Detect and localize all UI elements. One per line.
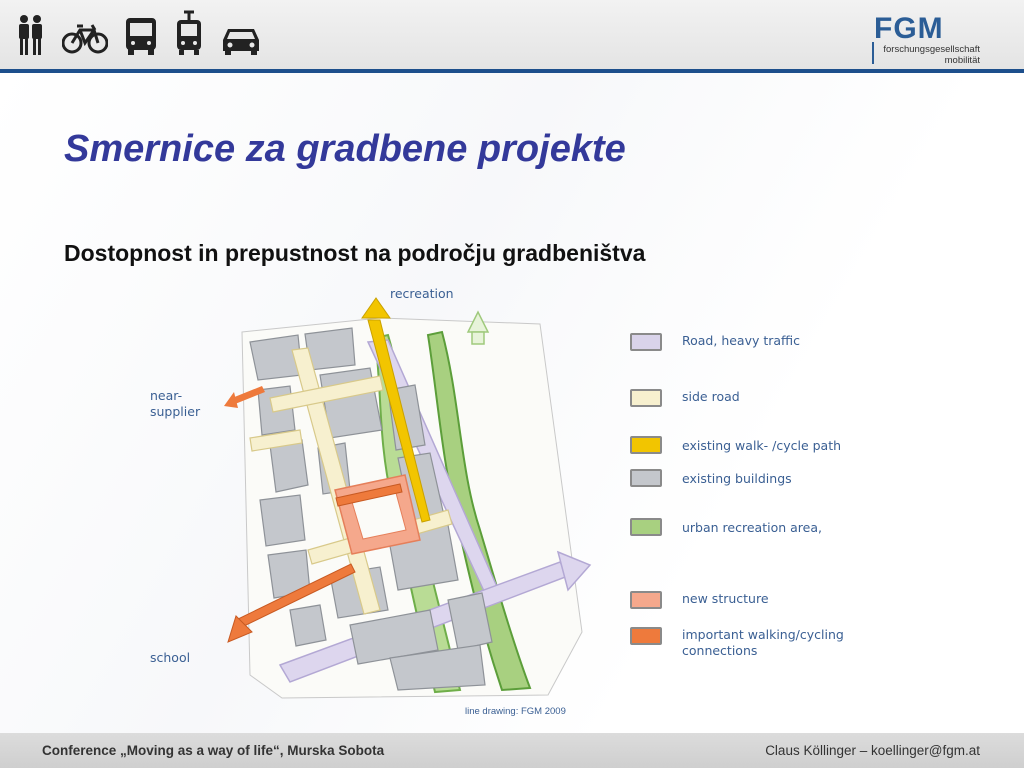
- legend-label: new structure: [682, 591, 769, 606]
- legend-item-heavy-traffic-road: [630, 333, 870, 373]
- legend-item-new-structure: [630, 591, 870, 631]
- diagram-credit: line drawing: FGM 2009: [465, 706, 566, 717]
- label-near-supplier-line2: supplier: [150, 404, 201, 419]
- legend-swatch: [630, 591, 662, 609]
- walk-cycle-path-arrow: [362, 298, 390, 318]
- bus-icon: [124, 16, 158, 56]
- legend-label: existing walk- /cycle path: [682, 438, 842, 453]
- legend-label: urban recreation area,: [682, 520, 822, 535]
- site-plan-diagram: [130, 280, 610, 725]
- site-plan-drawing: [130, 280, 610, 725]
- fgm-logo: [872, 14, 984, 64]
- logo-text-line1: forschungsgesellschaft: [883, 44, 980, 55]
- legend-item-important-connections: [630, 627, 870, 667]
- legend-item-urban-recreation-area: [630, 518, 870, 558]
- logo-mark: FGM: [874, 12, 944, 45]
- legend-swatch: [630, 436, 662, 454]
- legend-label: existing buildings: [682, 471, 792, 486]
- legend-swatch: [630, 469, 662, 487]
- slide-footer: [0, 733, 1024, 768]
- legend-swatch: [630, 627, 662, 645]
- legend-swatch: [630, 333, 662, 351]
- slide-title: Smernice za gradbene projekte: [64, 128, 626, 170]
- diagram-legend: [630, 325, 870, 670]
- legend-label: important walking/cycling connections: [682, 627, 844, 658]
- legend-swatch: [630, 518, 662, 536]
- slide-subtitle: Dostopnost in prepustnost na področju gradbeništva: [64, 240, 646, 266]
- legend-swatch: [630, 389, 662, 407]
- footer-author-contact: Claus Köllinger – koellinger@fgm.at: [765, 743, 980, 758]
- pedestrians-icon: [16, 14, 46, 56]
- car-icon: [220, 24, 262, 56]
- logo-text-line2: mobilität: [944, 55, 980, 66]
- legend-label: Road, heavy traffic: [682, 333, 801, 348]
- label-near-supplier-line1: near-: [150, 388, 183, 403]
- bicycle-icon: [62, 22, 108, 54]
- tram-icon: [174, 10, 204, 56]
- footer-conference: Conference „Moving as a way of life“, Murska Sobota: [42, 743, 385, 758]
- legend-label: side road: [682, 389, 740, 404]
- legend-item-side-road: [630, 389, 870, 429]
- legend-item-existing-buildings: [630, 469, 870, 509]
- label-recreation: recreation: [390, 286, 454, 301]
- logo-divider: [872, 42, 874, 64]
- label-school: school: [150, 650, 191, 665]
- slide-header: [0, 0, 1024, 70]
